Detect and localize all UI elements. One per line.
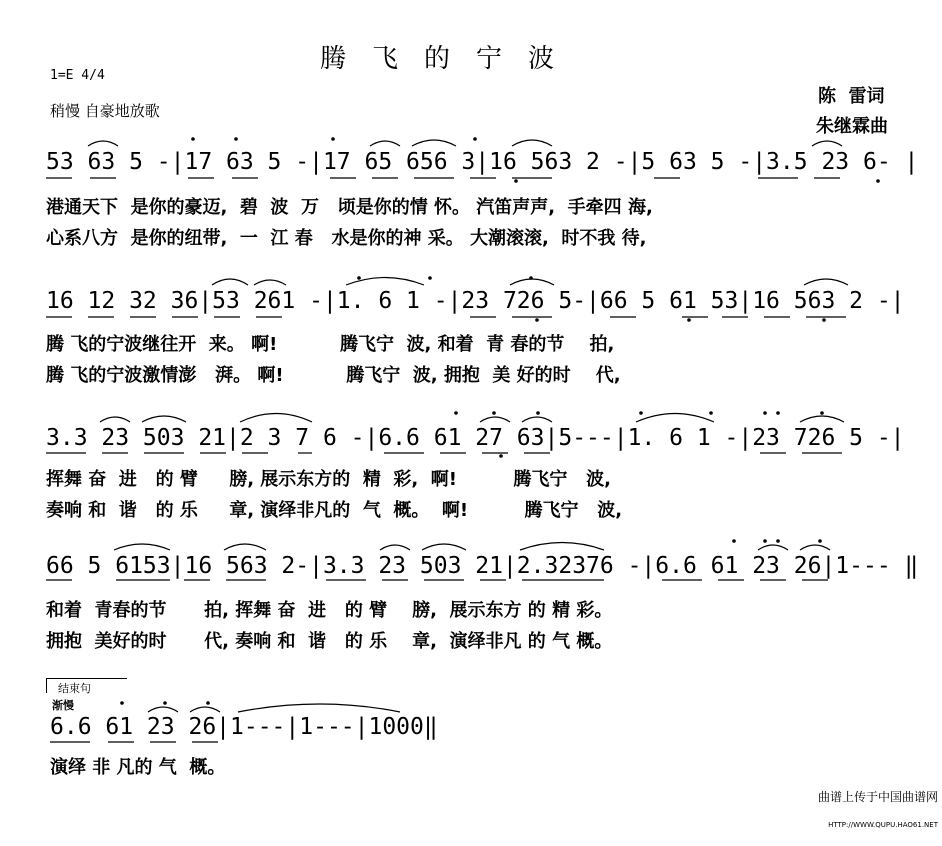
lyric-row-3-verse-1: 挥舞 奋 进 的 臂 膀, 展示东方的 精 彩, 啊! 腾飞宁 波, (46, 469, 611, 490)
notation-row-3: 3.3 23 503 21|2 3 7 6 -|6.6 61 27 63|5---|1. 6 1 -|23 726 5 -| (46, 425, 905, 451)
key-signature: 1=E 4/4 (50, 68, 105, 83)
page-title: 腾飞的宁波 (320, 44, 581, 74)
coda-tempo: 渐慢 (52, 699, 74, 712)
notation-row-1: 53 63 5 -|17 63 5 -|17 65 656 3|16 563 2 -|5 63 5 -|3.5 23 6- | (46, 149, 919, 175)
lyric-row-4-verse-1: 和着 青春的节 拍, 挥舞 奋 进 的 臂 膀, 展示东方 的 精 彩。 (46, 600, 613, 621)
notation-row-4: 66 5 6153|16 563 2-|3.3 23 503 21|2.32376 -|6.6 61 23 26|1--- ‖ (46, 553, 919, 579)
lyric-row-2-verse-2: 腾 飞的宁波激情澎 湃。 啊! 腾飞宁 波, 拥抱 美 好的时 代, (46, 365, 621, 386)
tempo-marking: 稍慢 自豪地放歌 (50, 102, 160, 120)
lyric-row-3-verse-2: 奏响 和 谐 的 乐 章, 演绎非凡的 气 概。 啊! 腾飞宁 波, (46, 500, 623, 521)
lyric-row-1-verse-2: 心系八方 是你的纽带, 一 江 春 水是你的神 采。 大潮滚滚, 时不我 待, (46, 228, 647, 249)
notation-row-2: 16 12 32 36|53 261 -|1. 6 1 -|23 726 5-|66 5 61 53|16 563 2 -| (46, 288, 905, 314)
lyricist-credit: 陈 雷词 (818, 86, 885, 107)
lyric-coda: 演绎 非 凡的 气 概。 (50, 757, 226, 778)
coda-label: 结束句 (58, 682, 91, 695)
site-url: HTTP://WWW.QUPU.HAO61.NET (828, 821, 938, 829)
site-name: 曲谱上传于中国曲谱网 (817, 790, 938, 804)
lyric-row-2-verse-1: 腾 飞的宁波继往开 来。 啊! 腾飞宁 波, 和着 青 春的节 拍, (46, 334, 615, 355)
lyric-row-1-verse-1: 港通天下 是你的豪迈, 碧 波 万 顷是你的情 怀。 汽笛声声, 手牵四 海, (46, 197, 653, 218)
notation-coda: 6.6 61 23 26|1---|1---|1000‖ (50, 714, 438, 740)
lyric-row-4-verse-2: 拥抱 美好的时 代, 奏响 和 谐 的 乐 章, 演绎非凡 的 气 概。 (46, 631, 613, 652)
composer-credit: 朱继霖曲 (816, 116, 888, 137)
